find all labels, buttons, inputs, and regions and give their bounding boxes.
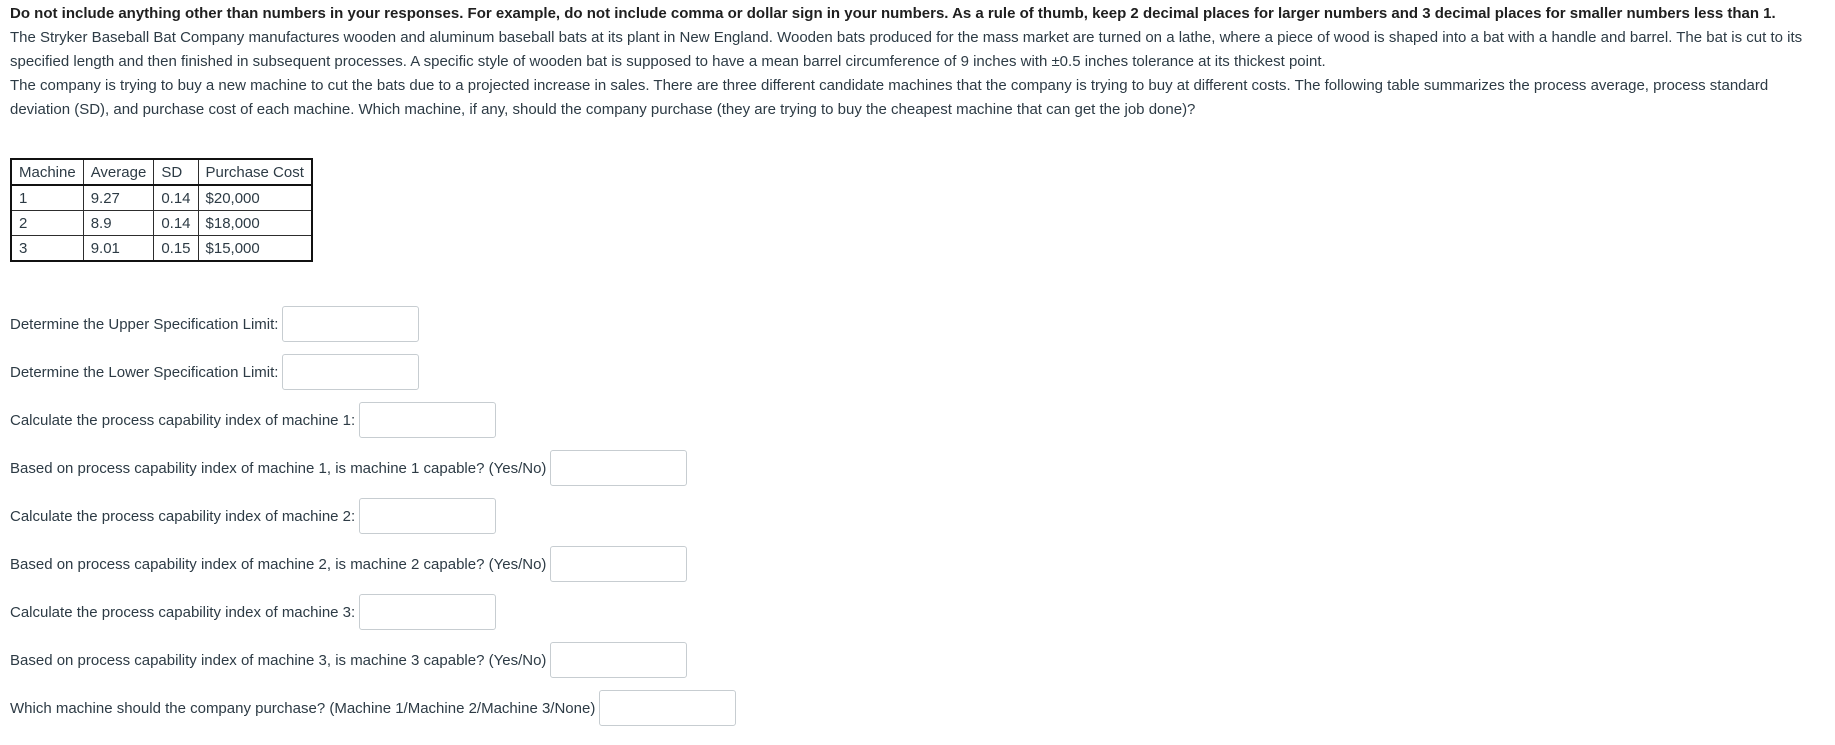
cp-machine-1-input[interactable] xyxy=(359,402,496,438)
capable-machine-2-input[interactable] xyxy=(550,546,687,582)
cp-machine-3-input[interactable] xyxy=(359,594,496,630)
question-purchase-choice xyxy=(10,684,1805,732)
question-capable-machine-3 xyxy=(10,636,1805,684)
cell-sd: 0.14 xyxy=(154,211,198,236)
lsl-answer-input[interactable] xyxy=(282,354,419,390)
question-label: Based on process capability index of machine 3, is machine 3 capable? (Yes/No) xyxy=(10,651,547,669)
question-lsl xyxy=(10,348,1805,396)
cell-sd: 0.14 xyxy=(154,185,198,211)
question-label: Calculate the process capability index of machine 1: xyxy=(10,411,356,429)
cp-machine-2-input[interactable] xyxy=(359,498,496,534)
table-row xyxy=(11,185,312,211)
header-machine: Machine xyxy=(11,159,83,185)
usl-answer-input[interactable] xyxy=(282,306,419,342)
question-capable-machine-1 xyxy=(10,444,1805,492)
cell-cost: $20,000 xyxy=(198,185,312,211)
cell-average: 8.9 xyxy=(83,211,154,236)
question-label: Calculate the process capability index of machine 2: xyxy=(10,507,356,525)
header-average: Average xyxy=(83,159,154,185)
question-label: Determine the Lower Specification Limit: xyxy=(10,363,279,381)
cell-sd: 0.15 xyxy=(154,236,198,262)
cell-cost: $18,000 xyxy=(198,211,312,236)
capable-machine-3-input[interactable] xyxy=(550,642,687,678)
question-usl xyxy=(10,300,1805,348)
table-row xyxy=(11,236,312,262)
question-cp-machine-3 xyxy=(10,588,1805,636)
question-cp-machine-2 xyxy=(10,492,1805,540)
table-header-row xyxy=(11,159,312,185)
problem-paragraph-2: The company is trying to buy a new machine to cut the bats due to a projected increase in sales. There are three different candidate machines that the company is trying to buy at different costs. The following table summarizes the process average, process standard deviation (SD), and purchase cost of each machine. Which machine, if any, should the company purchase (they are trying to buy the cheapest machine that can get the job done)? xyxy=(10,77,1769,118)
cell-cost: $15,000 xyxy=(198,236,312,262)
question-label: Based on process capability index of machine 2, is machine 2 capable? (Yes/No) xyxy=(10,555,547,573)
header-sd: SD xyxy=(154,159,198,185)
question-label: Based on process capability index of machine 1, is machine 1 capable? (Yes/No) xyxy=(10,459,547,477)
instructions-text: Do not include anything other than numbers in your responses. For example, do not include comma or dollar sign in your numbers. As a rule of thumb, keep 2 decimal places for larger numbers and 3 decimal places for smaller numbers less than 1. xyxy=(10,5,1776,22)
machine-table xyxy=(10,158,313,262)
question-label: Determine the Upper Specification Limit: xyxy=(10,315,279,333)
cell-machine: 1 xyxy=(11,185,83,211)
capable-machine-1-input[interactable] xyxy=(550,450,687,486)
question-label: Calculate the process capability index of machine 3: xyxy=(10,603,356,621)
problem-paragraph-1: The Stryker Baseball Bat Company manufactures wooden and aluminum baseball bats at its plant in New England. Wooden bats produced for the mass market are turned on a lathe, where a piece of wood is shaped into a bat with a handle and barrel. The bat is cut to its specified length and then finished in subsequent processes. A specific style of wooden bat is supposed to have a mean barrel circumference of 9 inches with ±0.5 inches tolerance at its thickest point. xyxy=(10,29,1803,70)
cell-average: 9.01 xyxy=(83,236,154,262)
cell-machine: 3 xyxy=(11,236,83,262)
header-purchase-cost: Purchase Cost xyxy=(198,159,312,185)
table-row xyxy=(11,211,312,236)
cell-machine: 2 xyxy=(11,211,83,236)
question-cp-machine-1 xyxy=(10,396,1805,444)
cell-average: 9.27 xyxy=(83,185,154,211)
question-label: Which machine should the company purchase? (Machine 1/Machine 2/Machine 3/None) xyxy=(10,699,596,717)
question-capable-machine-2 xyxy=(10,540,1805,588)
purchase-choice-input[interactable] xyxy=(599,690,736,726)
